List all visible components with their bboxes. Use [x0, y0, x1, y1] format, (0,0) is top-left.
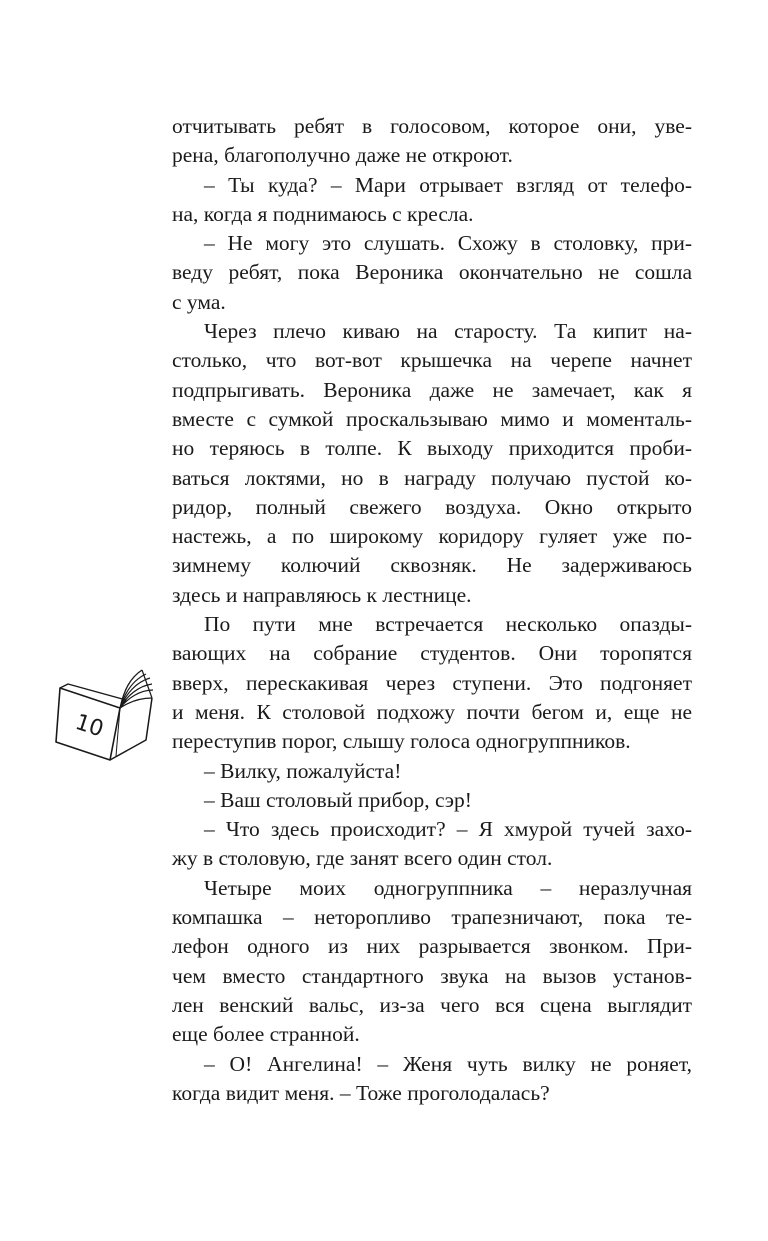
text-line: настежь, а по широкому коридору гуляет уже по- — [172, 524, 692, 549]
text-line: но теряюсь в толпе. К выходу приходится проби- — [172, 436, 692, 461]
text-line: Четыре моих одногруппника – неразлучная — [204, 875, 692, 900]
text-line: ридор, полный свежего воздуха. Окно открыто — [172, 494, 692, 519]
text-line: вверх, перескакивая через ступени. Это подгоняет — [172, 670, 692, 695]
text-line: лен венский вальс, из-за чего вся сцена выглядит — [172, 992, 692, 1017]
text-line: По пути мне встречается несколько опазды- — [204, 612, 692, 637]
text-line: лефон одного из них разрывается звонком. При- — [172, 934, 692, 959]
open-book-icon — [54, 660, 164, 770]
paragraph — [172, 1050, 692, 1109]
text-line: – Ты куда? – Мари отрывает взгляд от телефо- — [204, 172, 692, 197]
text-line: компашка – неторопливо трапезничают, пока те- — [172, 905, 692, 930]
text-line: чем вместо стандартного звука на вызов установ- — [172, 963, 692, 988]
text-line: подпрыгивать. Вероника даже не замечает, как я — [172, 377, 692, 402]
paragraph — [172, 815, 692, 874]
text-line: еще более странной. — [172, 1022, 360, 1047]
text-line: с ума. — [172, 289, 226, 314]
text-line: ваться локтями, но в награду получаю пустой ко- — [172, 465, 692, 490]
paragraph — [172, 171, 692, 230]
page-number: 10 — [72, 709, 107, 743]
text-line: здесь и направляюсь к лестнице. — [172, 582, 472, 607]
text-line: вающих на собрание студентов. Они торопятся — [172, 641, 692, 666]
text-line: на, когда я поднимаюсь с кресла. — [172, 201, 474, 226]
paragraph — [172, 610, 692, 756]
text-line: Через плечо киваю на старосту. Та кипит на- — [204, 319, 692, 344]
paragraph — [172, 317, 692, 610]
text-line: зимнему колючий сквозняк. Не задерживаюсь — [172, 553, 692, 578]
text-line: – Вилку, пожалуйста! — [204, 758, 402, 783]
text-line: – Ваш столовый прибор, сэр! — [204, 787, 472, 812]
paragraph — [172, 757, 692, 786]
text-line: веду ребят, пока Вероника окончательно не сошла — [172, 260, 692, 285]
text-line: когда видит меня. – Тоже проголодалась? — [172, 1080, 550, 1105]
text-line: столько, что вот-вот крышечка на черепе начнет — [172, 348, 692, 373]
text-line: переступив порог, слышу голоса одногруппников. — [172, 729, 631, 754]
page-text — [172, 112, 692, 1108]
text-line: жу в столовую, где занят всего один стол. — [172, 846, 553, 871]
text-line: – О! Ангелина! – Женя чуть вилку не роняет, — [204, 1051, 692, 1076]
text-line: вместе с сумкой проскальзываю мимо и моменталь- — [172, 406, 692, 431]
paragraph — [172, 112, 692, 171]
text-line: – Не могу это слушать. Схожу в столовку, при- — [204, 231, 692, 256]
text-line: отчитывать ребят в голосовом, которое они, уве- — [172, 114, 692, 138]
paragraph — [172, 229, 692, 317]
text-line: и меня. К столовой подхожу почти бегом и, еще не — [172, 699, 692, 724]
paragraph — [172, 786, 692, 815]
text-line: – Что здесь происходит? – Я хмурой тучей захо- — [204, 817, 692, 842]
page-number-badge — [54, 660, 164, 770]
text-line: рена, благополучно даже не откроют. — [172, 143, 513, 168]
paragraph — [172, 874, 692, 1050]
